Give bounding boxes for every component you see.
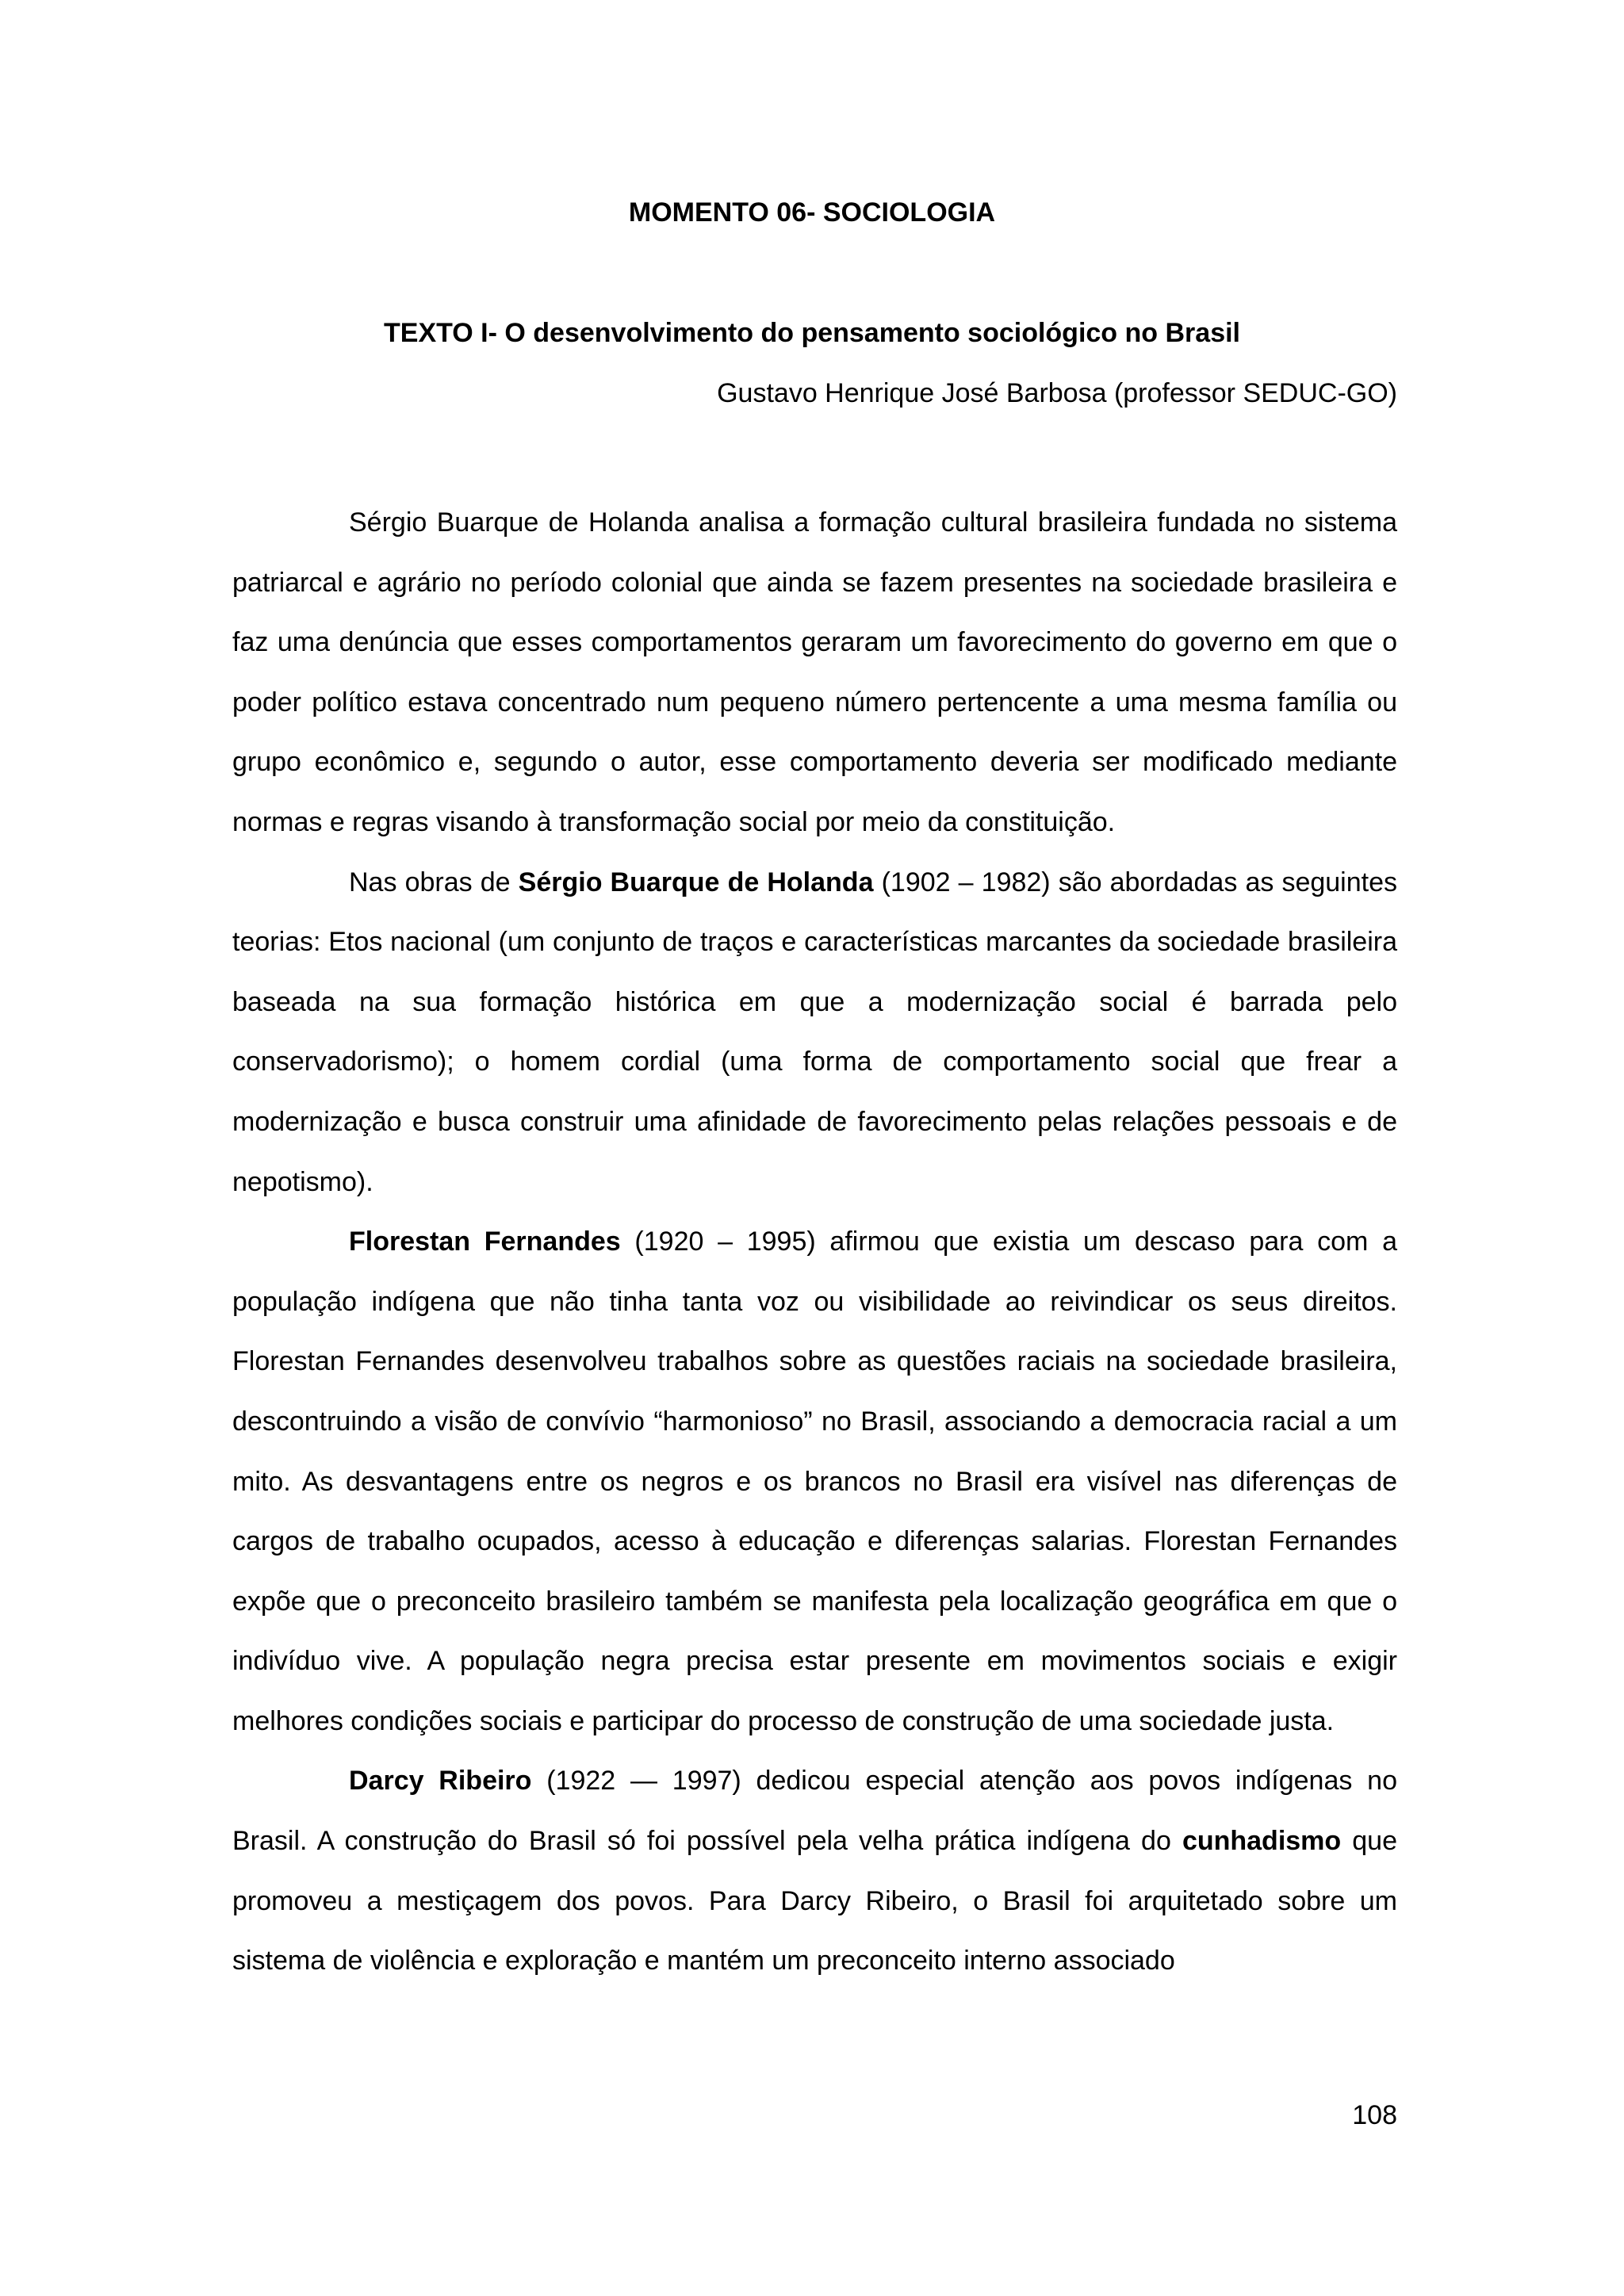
paragraph-4-text-a: (1922 — 1997) dedicou especial atenção aos povos indígenas no Brasil. A construção do Brasil só foi possível pela velha prática indígena do — [232, 1766, 1397, 1857]
paragraph-3 — [232, 1212, 1397, 1751]
paragraph-1-text: Sérgio Buarque de Holanda analisa a formação cultural brasileira fundada no sistema patriarcal e agrário no período colonial que ainda se fazem presentes na sociedade brasileira e faz uma denúncia que esses comportamentos geraram um favorecimento do governo em que o poder político estava concentrado num pequeno número pertencente a uma mesma família ou grupo econômico e, segundo o autor, esse comportamento deveria ser modificado mediante normas e regras visando à transformação social por meio da constituição. — [232, 507, 1397, 837]
paragraph-2-lead: Nas obras de — [349, 867, 519, 897]
paragraph-1 — [232, 493, 1397, 853]
body-text — [232, 493, 1397, 1992]
paragraph-4 — [232, 1751, 1397, 1991]
paragraph-2-text: (1902 – 1982) são abordadas as seguintes teorias: Etos nacional (um conjunto de traços e características marcantes da sociedade brasileira baseada na sua formação histórica em que a modernização social é barrada pelo conservadorismo); o homem cordial (uma forma de comportamento social que frear a modernização e busca construir uma afinidade de favorecimento pelas relações pessoais e de nepotismo). — [232, 867, 1397, 1197]
author-name-florestan: Florestan Fernandes — [349, 1226, 621, 1257]
author-name-darcy: Darcy Ribeiro — [349, 1766, 532, 1797]
page-title: MOMENTO 06- SOCIOLOGIA — [628, 197, 996, 228]
text-subtitle: TEXTO I- O desenvolvimento do pensamento sociológico no Brasil — [384, 318, 1240, 348]
paragraph-2 — [232, 853, 1397, 1213]
author-name-sergio: Sérgio Buarque de Holanda — [518, 867, 874, 897]
author-line: Gustavo Henrique José Barbosa (professor SEDUC-GO) — [717, 378, 1397, 408]
page-number: 108 — [1352, 2100, 1397, 2130]
term-cunhadismo: cunhadismo — [1182, 1826, 1342, 1857]
paragraph-3-text: (1920 – 1995) afirmou que existia um descaso para com a população indígena que não tinha tanta voz ou visibilidade ao reivindicar os seus direitos. Florestan Fernandes desenvolveu trabalhos sobre as questões raciais na sociedade brasileira, descontruindo a visão de convívio “harmonioso” no Brasil, associando a democracia racial a um mito. As desvantagens entre os negros e os brancos no Brasil era visível nas diferenças de cargos de trabalho ocupados, acesso à educação e diferenças salarias. Florestan Fernandes expõe que o preconceito brasileiro também se manifesta pela localização geográfica em que o indivíduo vive. A população negra precisa estar presente em movimentos sociais e exigir melhores condições sociais e participar do processo de construção de uma sociedade justa. — [232, 1226, 1397, 1736]
paragraph-4-text-b: que promoveu a mestiçagem dos povos. Para Darcy Ribeiro, o Brasil foi arquitetado sobre um sistema de violência e exploração e mantém um preconceito interno associado — [232, 1826, 1397, 1976]
